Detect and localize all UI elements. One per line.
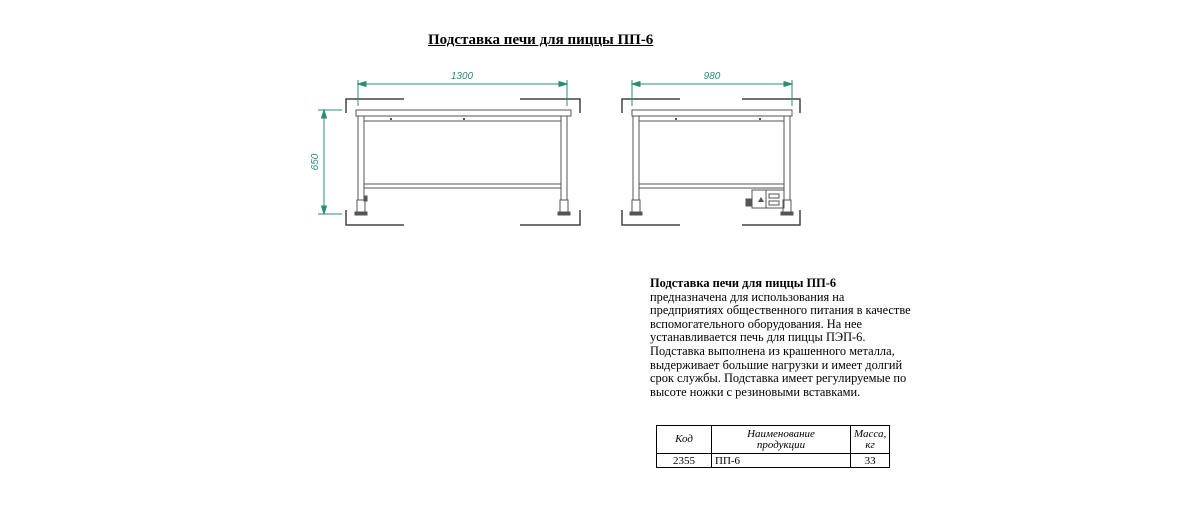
side-view — [622, 99, 800, 225]
description-line: вспомогательного оборудования. На нее — [650, 316, 862, 331]
side-view-frame-corners — [622, 99, 800, 225]
description-line: предназначена для использования на — [650, 289, 845, 304]
front-view — [346, 99, 580, 225]
cell-name: ПП-6 — [712, 454, 851, 468]
description-line: Подставка выполнена из крашенного металла, — [650, 343, 895, 358]
front-right-leg — [561, 116, 567, 200]
description-line: срок службы. Подставка имеет регулируемые по — [650, 371, 907, 386]
product-description — [650, 277, 920, 399]
side-right-leg — [784, 116, 790, 200]
front-view-frame-corners — [346, 99, 580, 225]
front-width-label: 1300 — [450, 71, 474, 82]
description-lead: Подставка печи для пиццы ПП-6 — [650, 276, 837, 290]
side-width-dimension — [632, 80, 792, 106]
header-name-line2: продукции — [756, 438, 806, 451]
header-mass-line2: кг — [865, 438, 875, 451]
height-label: 650 — [310, 153, 321, 171]
header-name — [712, 426, 851, 454]
side-width-label: 980 — [703, 71, 721, 82]
front-tabletop — [356, 110, 571, 116]
cell-code: 2355 — [657, 454, 712, 468]
description-line: выдерживает большие нагрузки и имеет долгий — [650, 357, 903, 372]
page-title: Подставка печи для пиццы ПП-6 — [428, 32, 654, 48]
description-line: устанавливается печь для пиццы ПЭП-6. — [650, 330, 866, 345]
control-box — [746, 190, 784, 208]
side-left-leg — [633, 116, 639, 200]
description-line: высоте ножки с резиновыми вставками. — [650, 384, 861, 399]
front-width-dimension — [358, 80, 567, 106]
cell-mass: 33 — [851, 454, 890, 468]
side-tabletop — [632, 110, 792, 116]
product-table — [656, 425, 890, 468]
table-row — [657, 454, 890, 468]
header-mass — [851, 426, 890, 454]
table-header-row — [657, 426, 890, 454]
height-dimension — [318, 110, 342, 214]
header-mass-line1: Масса, — [854, 427, 887, 440]
description-line: предприятиях общественного питания в качестве — [650, 303, 911, 318]
header-code: Код — [657, 426, 712, 454]
front-left-leg — [358, 116, 364, 200]
header-name-line1: Наименование — [747, 427, 815, 440]
